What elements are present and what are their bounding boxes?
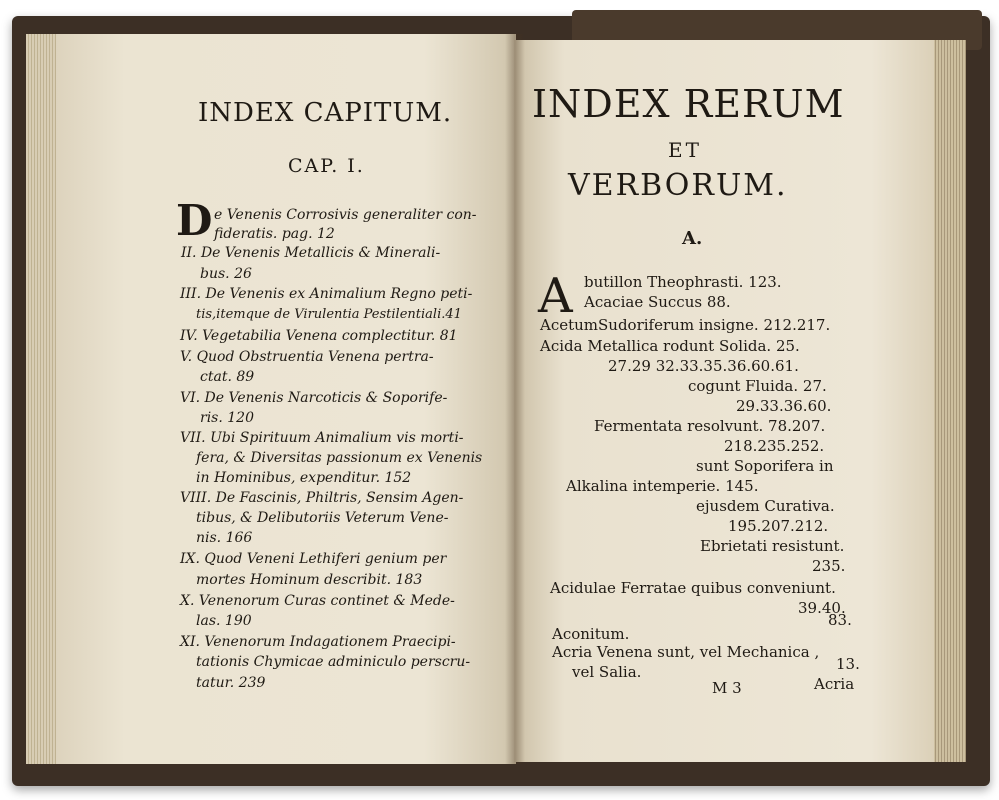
left-line: II. De Venenis Metallicis & Minerali- <box>181 245 441 261</box>
left-line: XI. Venenorum Indagationem Praecipi- <box>180 634 456 650</box>
catchword: Acria <box>814 675 855 693</box>
left-page-stack-edge <box>26 34 60 764</box>
right-line: Ebrietati resistunt. <box>700 537 845 555</box>
left-line: e Venenis Corrosivis generaliter con- <box>214 207 477 223</box>
left-line: las. 190 <box>196 613 252 629</box>
right-line: Alkalina intemperie. 145. <box>566 477 759 495</box>
section-letter: A. <box>682 228 703 249</box>
left-line: fideratis. pag. 12 <box>214 226 335 242</box>
left-line: IX. Quod Veneni Lethiferi genium per <box>180 551 447 567</box>
left-line: in Hominibus, expenditur. 152 <box>196 470 412 486</box>
right-line: 13. <box>836 655 860 673</box>
right-line: cogunt Fluida. 27. <box>688 377 827 395</box>
signature-mark: M 3 <box>712 679 742 697</box>
left-line: III. De Venenis ex Animalium Regno peti- <box>180 286 473 302</box>
left-line: VIII. De Fascinis, Philtris, Sensim Agen- <box>180 490 464 506</box>
right-line: AcetumSudoriferum insigne. 212.217. <box>540 316 831 334</box>
left-line: mortes Hominum describit. 183 <box>196 572 423 588</box>
right-line: 195.207.212. <box>728 517 829 535</box>
chapter-heading: CAP. I. <box>288 155 365 177</box>
right-line: vel Salia. <box>572 663 642 681</box>
right-line: 29.33.36.60. <box>736 397 832 415</box>
right-line: Acria Venena sunt, vel Mechanica , <box>552 643 820 661</box>
left-line: bus. 26 <box>200 266 252 282</box>
right-line: ejusdem Curativa. <box>696 497 835 515</box>
right-page-title-conjunction: ET <box>668 138 702 162</box>
left-line: tis,itemque de Virulentia Pestilentiali.41 <box>196 307 462 322</box>
right-line: 83. <box>828 611 852 629</box>
left-line: VI. De Venenis Narcoticis & Soporife- <box>180 390 448 406</box>
right-line: Fermentata resolvunt. 78.207. <box>594 417 826 435</box>
right-page-title: INDEX RERUM <box>532 82 845 126</box>
left-line: nis. 166 <box>196 530 253 546</box>
right-line: Acaciae Succus 88. <box>584 293 731 311</box>
left-drop-cap: D <box>176 196 213 245</box>
right-page-stack-edge <box>930 40 966 762</box>
book-gutter <box>505 34 525 764</box>
left-line: tibus, & Delibutoriis Veterum Vene- <box>196 510 449 526</box>
right-line: Aconitum. <box>552 625 630 643</box>
right-drop-cap: A <box>538 268 573 324</box>
left-line: ctat. 89 <box>200 369 255 385</box>
left-line: fera, & Diversitas passionum ex Venenis <box>196 450 483 466</box>
right-line: 39.40. <box>798 599 846 617</box>
left-page-title: INDEX CAPITUM. <box>198 98 453 128</box>
left-line: ris. 120 <box>200 410 254 426</box>
right-line: Acidulae Ferratae quibus conveniunt. <box>550 579 836 597</box>
right-line: 27.29 32.33.35.36.60.61. <box>608 357 799 375</box>
left-line: tationis Chymicae adminiculo perscru- <box>196 654 471 670</box>
right-line: 235. <box>812 557 846 575</box>
left-line: V. Quod Obstruentia Venena pertra- <box>180 349 434 365</box>
left-line: IV. Vegetabilia Venena complectitur. 81 <box>180 328 458 344</box>
right-line: Acida Metallica rodunt Solida. 25. <box>540 337 800 355</box>
right-page-subtitle: VERBORUM. <box>568 168 788 203</box>
right-line: butillon Theophrasti. 123. <box>584 273 782 291</box>
left-line: X. Venenorum Curas continet & Mede- <box>180 593 455 609</box>
left-line: VII. Ubi Spirituum Animalium vis morti- <box>180 430 464 446</box>
right-line: 218.235.252. <box>724 437 825 455</box>
right-line: sunt Soporifera in <box>696 457 834 475</box>
left-line: tatur. 239 <box>196 675 266 691</box>
